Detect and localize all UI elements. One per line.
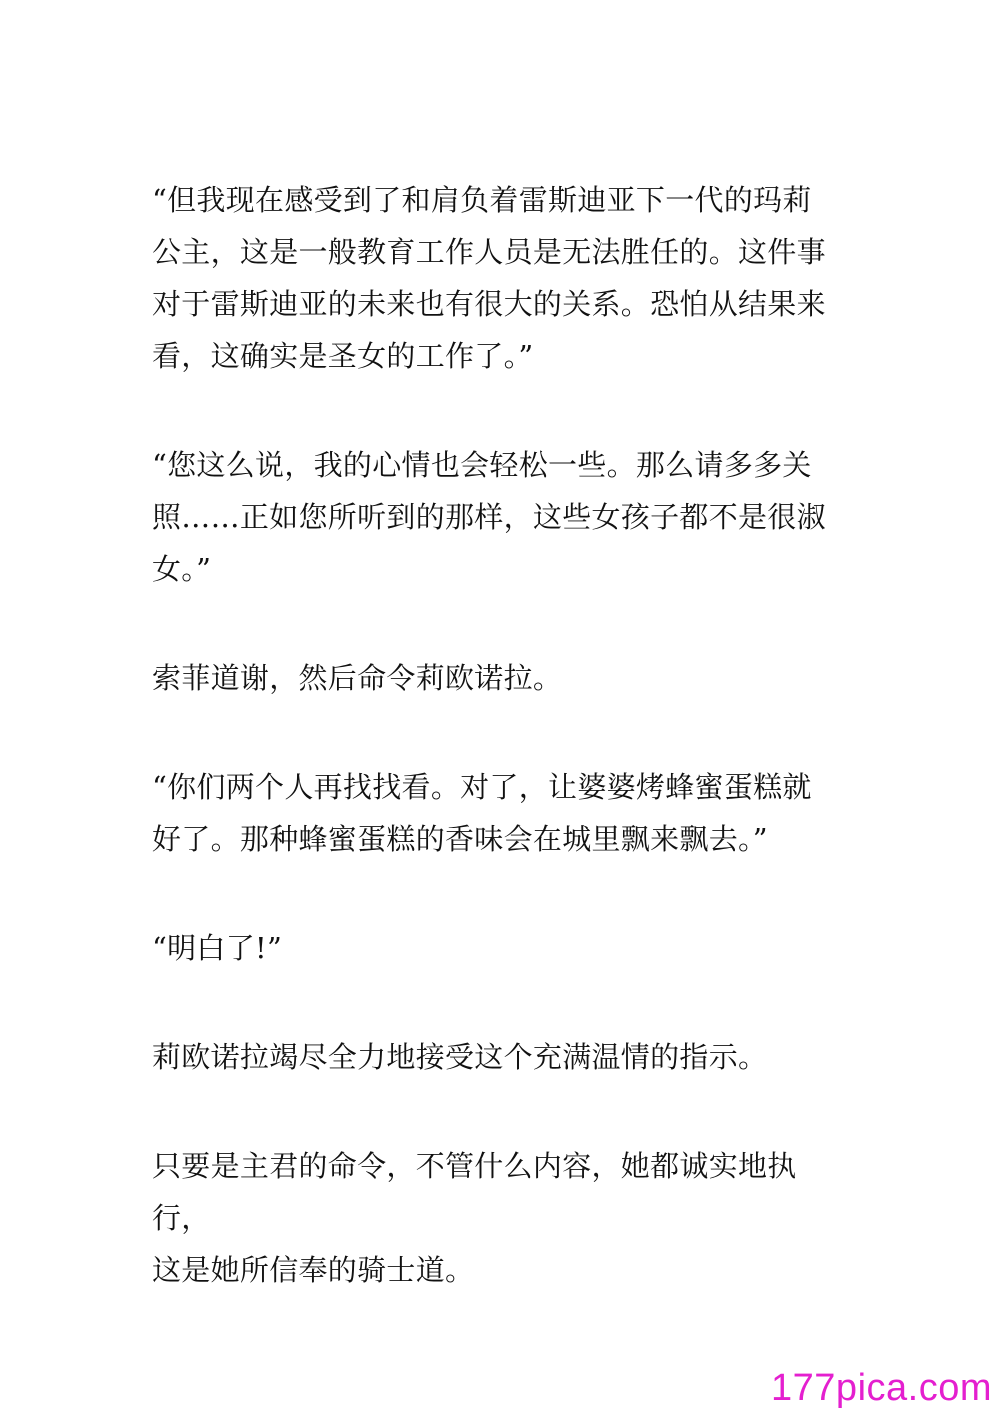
paragraph-5: “明白了!” — [152, 931, 283, 965]
paragraph-1: “但我现在感受到了和肩负着雷斯迪亚下一代的玛莉 公主，这是一般教育工作人员是无法胜任的。这件事 对于雷斯迪亚的未来也有很大的关系。恐怕从结果来 看，这确实是圣女的工作了。” — [152, 183, 826, 373]
paragraph-6: 莉欧诺拉竭尽全力地接受这个充满温情的指示。 — [152, 1040, 768, 1074]
paragraph-2: “您这么说，我的心情也会轻松一些。那么请多多关 照……正如您所听到的那样，这些女孩子都不是很淑 女。” — [152, 448, 826, 586]
paragraph-3: 索菲道谢，然后命令莉欧诺拉。 — [152, 661, 563, 695]
text-body — [152, 174, 852, 1296]
watermark: 177pica.com — [771, 1367, 992, 1409]
paragraph-4: “你们两个人再找找看。对了，让婆婆烤蜂蜜蛋糕就 好了。那种蜂蜜蛋糕的香味会在城里飘来飘去。” — [152, 770, 812, 856]
paragraph-7: 只要是主君的命令，不管什么内容，她都诚实地执行， 这是她所信奉的骑士道。 — [152, 1149, 797, 1287]
